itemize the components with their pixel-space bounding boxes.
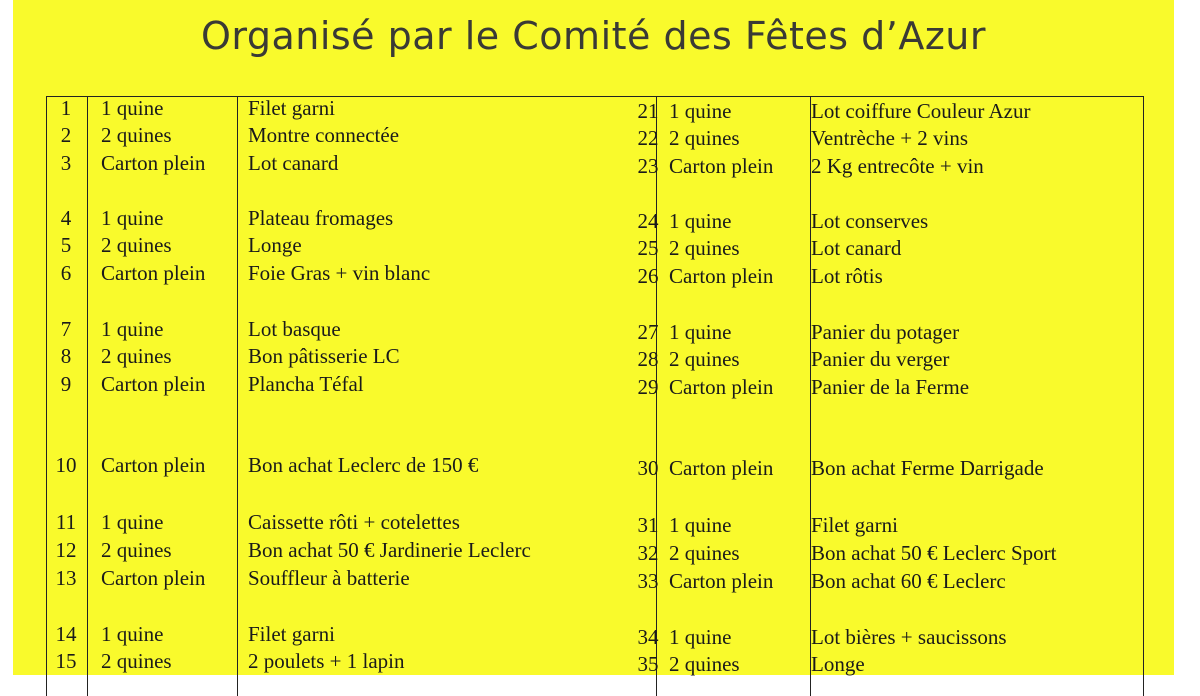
prize-label: Filet garni: [248, 96, 335, 120]
game-type: 2 quines: [101, 649, 172, 673]
game-type: 2 quines: [101, 538, 172, 562]
game-type: 2 quines: [669, 126, 740, 150]
game-type: 2 quines: [669, 236, 740, 260]
page-title: Organisé par le Comité des Fêtes d’Azur: [200, 14, 987, 58]
lot-number: 27: [637, 320, 659, 344]
prize-label: Panier du verger: [811, 347, 950, 371]
prize-label: Souffleur à batterie: [248, 566, 410, 590]
lot-number: 26: [637, 264, 659, 288]
game-type: 2 quines: [669, 347, 740, 371]
game-type: Carton plein: [101, 151, 206, 175]
game-type: 1 quine: [669, 513, 732, 537]
game-type: 1 quine: [101, 206, 164, 230]
prize-label: Bon achat Leclerc de 150 €: [248, 453, 479, 477]
lot-number: 22: [637, 126, 659, 150]
lot-number: 12: [55, 538, 77, 562]
game-type: 2 quines: [669, 541, 740, 565]
prize-label: Filet garni: [811, 513, 898, 537]
prize-label: Longe: [248, 233, 302, 257]
prize-label: 2 Kg entrecôte + vin: [811, 154, 984, 178]
lot-number: 10: [55, 453, 77, 477]
prize-label: Montre connectée: [248, 123, 400, 147]
prize-label: Filet garni: [248, 622, 335, 646]
lot-number: 34: [637, 625, 659, 649]
lot-number: 3: [60, 151, 72, 175]
prize-label: Lot coiffure Couleur Azur: [811, 99, 1031, 123]
lot-number: 8: [60, 344, 72, 368]
prize-label: Bon achat 50 € Jardinerie Leclerc: [248, 538, 531, 562]
prize-label: Bon achat 50 € Leclerc Sport: [811, 541, 1057, 565]
game-type: 1 quine: [101, 96, 164, 120]
game-type: 1 quine: [669, 320, 732, 344]
lot-number: 2: [60, 123, 72, 147]
prize-label: 2 poulets + 1 lapin: [248, 649, 405, 673]
prize-label: Lot conserves: [811, 209, 929, 233]
prize-label: Bon achat Ferme Darrigade: [811, 456, 1044, 480]
lot-number: 7: [60, 317, 72, 341]
prize-label: Lot canard: [248, 151, 339, 175]
game-type: 1 quine: [101, 317, 164, 341]
game-type: Carton plein: [669, 456, 774, 480]
game-type: Carton plein: [101, 261, 206, 285]
lot-number: 31: [637, 513, 659, 537]
prize-label: Lot basque: [248, 317, 341, 341]
game-type: Carton plein: [101, 566, 206, 590]
lot-number: 5: [60, 233, 72, 257]
lot-number: 9: [60, 372, 72, 396]
lot-number: 11: [55, 510, 77, 534]
prize-label: Ventrèche + 2 vins: [811, 126, 969, 150]
lot-number: 6: [60, 261, 72, 285]
prize-label: Panier de la Ferme: [811, 375, 970, 399]
lot-number: 13: [55, 566, 77, 590]
lot-number: 28: [637, 347, 659, 371]
game-type: 2 quines: [101, 123, 172, 147]
lot-number: 30: [637, 456, 659, 480]
prize-label: Plateau fromages: [248, 206, 394, 230]
prize-label: Bon achat 60 € Leclerc: [811, 569, 1006, 593]
lot-number: 25: [637, 236, 659, 260]
column-divider: [237, 97, 238, 696]
lot-number: 14: [55, 622, 77, 646]
lot-number: 32: [637, 541, 659, 565]
prize-label: Lot canard: [811, 236, 902, 260]
lot-number: 1: [60, 96, 72, 120]
lot-number: 35: [637, 652, 659, 676]
prize-label: Lot bières + saucissons: [811, 625, 1007, 649]
lot-number: 4: [60, 206, 72, 230]
game-type: 1 quine: [101, 510, 164, 534]
game-type: 1 quine: [101, 622, 164, 646]
prize-label: Caissette rôti + cotelettes: [248, 510, 460, 534]
game-type: Carton plein: [669, 154, 774, 178]
column-divider: [87, 97, 88, 696]
game-type: 1 quine: [669, 99, 732, 123]
flyer-sheet: [13, 0, 1174, 675]
prize-label: Plancha Téfal: [248, 372, 364, 396]
game-type: 1 quine: [669, 209, 732, 233]
lot-number: 24: [637, 209, 659, 233]
game-type: Carton plein: [669, 264, 774, 288]
game-type: Carton plein: [101, 372, 206, 396]
game-type: Carton plein: [669, 375, 774, 399]
lot-number: 29: [637, 375, 659, 399]
prize-label: Bon pâtisserie LC: [248, 344, 400, 368]
prize-label: Lot rôtis: [811, 264, 883, 288]
prize-table: [46, 96, 1144, 696]
lot-number: 23: [637, 154, 659, 178]
lot-number: 33: [637, 569, 659, 593]
prize-label: Foie Gras + vin blanc: [248, 261, 431, 285]
game-type: Carton plein: [669, 569, 774, 593]
prize-label: Panier du potager: [811, 320, 960, 344]
game-type: 1 quine: [669, 625, 732, 649]
lot-number: 21: [637, 99, 659, 123]
game-type: 2 quines: [101, 344, 172, 368]
game-type: Carton plein: [101, 453, 206, 477]
game-type: 2 quines: [669, 652, 740, 676]
game-type: 2 quines: [101, 233, 172, 257]
lot-number: 15: [55, 649, 77, 673]
prize-label: Longe: [811, 652, 865, 676]
